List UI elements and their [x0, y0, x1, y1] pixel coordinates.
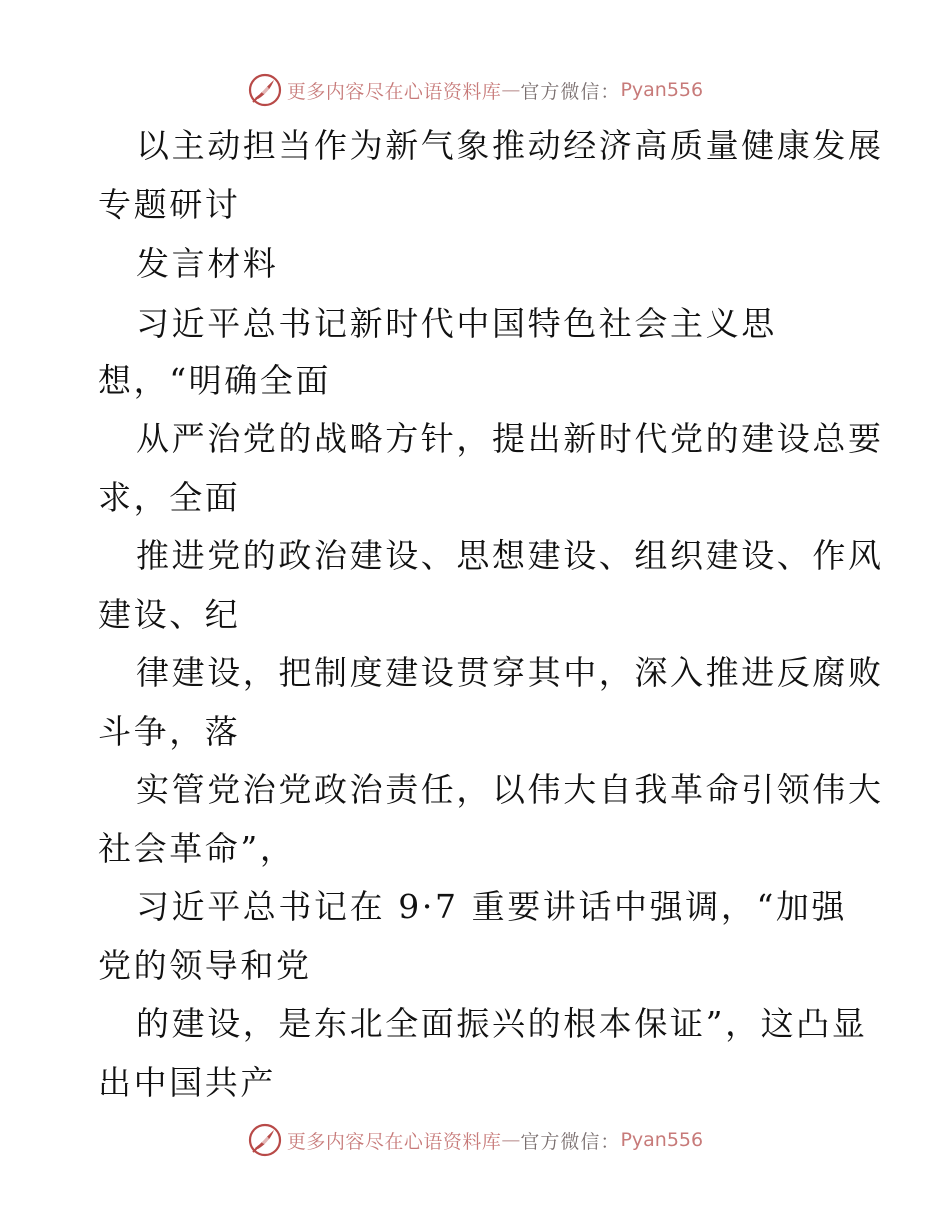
watermark-site-text: 更多内容尽在心语资料库 [286, 1130, 502, 1153]
text-line: 党的领导和党 [98, 946, 312, 985]
title-line-1: 以主动担当作为新气象推动经济高质量健康发展 [136, 126, 884, 165]
watermark-official-label: 官方微信： [520, 1130, 621, 1153]
text-line: 出中国共产 [98, 1063, 276, 1102]
text-line: 想，“明确全面 [98, 361, 332, 400]
text-line: 建设、纪 [98, 595, 241, 634]
text-line: 律建设，把制度建设贯穿其中，深入推进反腐败 [136, 653, 884, 692]
watermark-separator: — [501, 1129, 521, 1151]
title-line-3: 发言材料 [136, 244, 279, 283]
text-line: 社会革命”， [98, 829, 296, 868]
title-line-2: 专题研讨 [98, 185, 241, 224]
watermark-wechat-id: Pyan556 [620, 79, 704, 101]
watermark-site-text: 更多内容尽在心语资料库 [286, 80, 502, 103]
text-line: 实管党治党政治责任，以伟大自我革命引领伟大 [136, 770, 884, 809]
text-line: 从严治党的战略方针，提出新时代党的建设总要 [136, 419, 884, 458]
quill-seal-icon [247, 1122, 283, 1158]
text-line: 求，全面 [98, 478, 241, 517]
text-line: 推进党的政治建设、思想建设、组织建设、作风 [136, 536, 884, 575]
text-line: 的建设，是东北全面振兴的根本保证”，这凸显 [136, 1004, 868, 1043]
watermark-wechat-id: Pyan556 [620, 1129, 704, 1151]
watermark-separator: — [501, 79, 521, 101]
text-line: 习近平总书记在 9·7 重要讲话中强调，“加强 [136, 887, 848, 926]
text-line: 斗争，落 [98, 712, 241, 751]
text-line: 习近平总书记新时代中国特色社会主义思 [136, 304, 777, 343]
watermark-official-label: 官方微信： [520, 80, 621, 103]
footer-watermark [0, 1120, 950, 1160]
